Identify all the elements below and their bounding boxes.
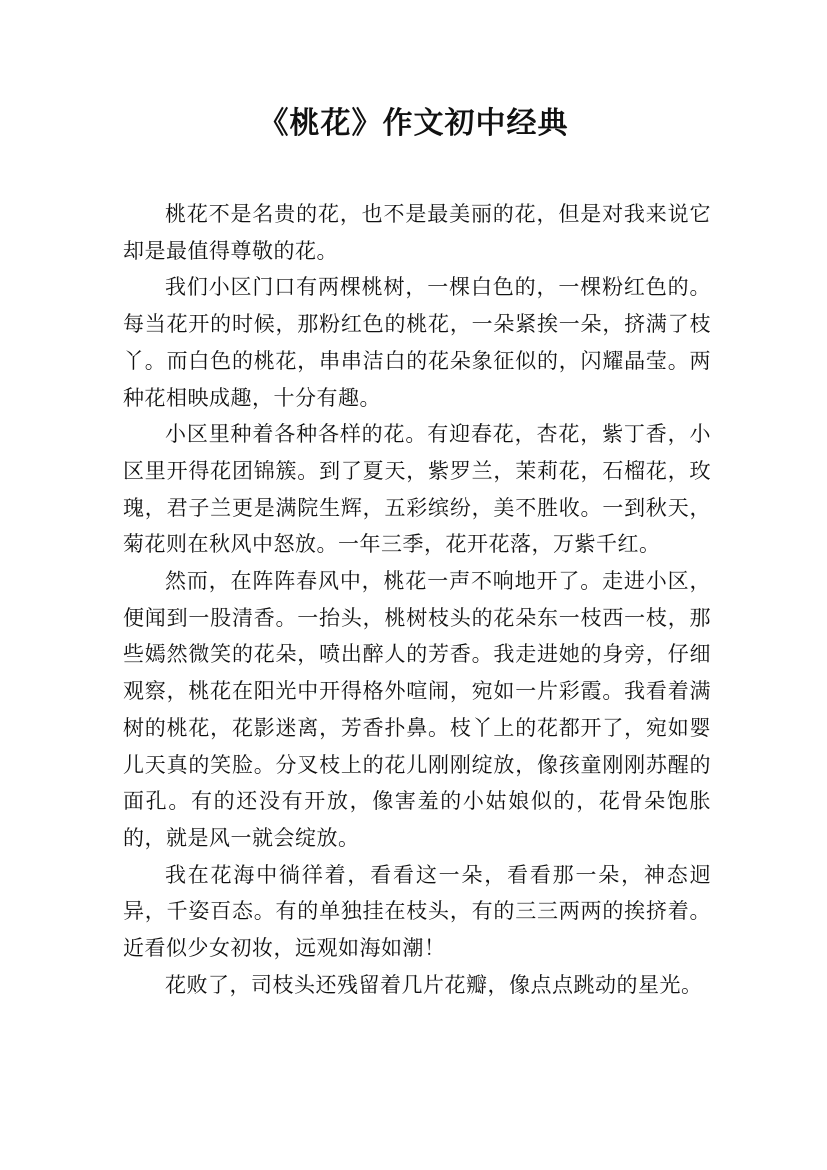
paragraph-4: 然而，在阵阵春风中，桃花一声不响地开了。走进小区，便闻到一股清香。一抬头，桃树枝头的花朵东一枝西一枝，那些嫣然微笑的花朵，喷出醉人的芳香。我走进她的身旁，仔细观察，桃花在阳光中开得格外喧闹，宛如一片彩霞。我看着满树的桃花，花影迷离，芳香扑鼻。枝丫上的花都开了，宛如婴儿天真的笑脸。分叉枝上的花儿刚刚绽放，像孩童刚刚苏醒的面孔。有的还没有开放，像害羞的小姑娘似的，花骨朵饱胀的，就是风一就会绽放。 bbox=[123, 569, 711, 850]
paragraph-3: 小区里种着各种各样的花。有迎春花，杏花，紫丁香，小区里开得花团锦簇。到了夏天，紫罗兰，茉莉花，石榴花，玫瑰，君子兰更是满院生辉，五彩缤纷，美不胜收。一到秋天，菊花则在秋风中怒放。一年三季，花开花落，万紫千红。 bbox=[123, 422, 711, 557]
paragraph-6: 花败了，司枝头还残留着几片花瓣，像点点跳动的星光。 bbox=[165, 972, 703, 997]
document-body bbox=[123, 196, 711, 1003]
paragraph-5: 我在花海中徜徉着，看看这一朵，看看那一朵，神态迥异，千姿百态。有的单独挂在枝头，有的三三两两的挨挤着。近看似少女初妆，远观如海如潮！ bbox=[123, 862, 711, 961]
paragraph-2: 我们小区门口有两棵桃树，一棵白色的，一棵粉红色的。每当花开的时候，那粉红色的桃花，一朵紧挨一朵，挤满了枝丫。而白色的桃花，串串洁白的花朵象征似的，闪耀晶莹。两种花相映成趣，十分有趣。 bbox=[123, 275, 711, 410]
document-title: 《桃花》作文初中经典 bbox=[258, 106, 569, 141]
paragraph-1: 桃花不是名贵的花，也不是最美丽的花，但是对我来说它却是最值得尊敬的花。 bbox=[123, 202, 711, 263]
